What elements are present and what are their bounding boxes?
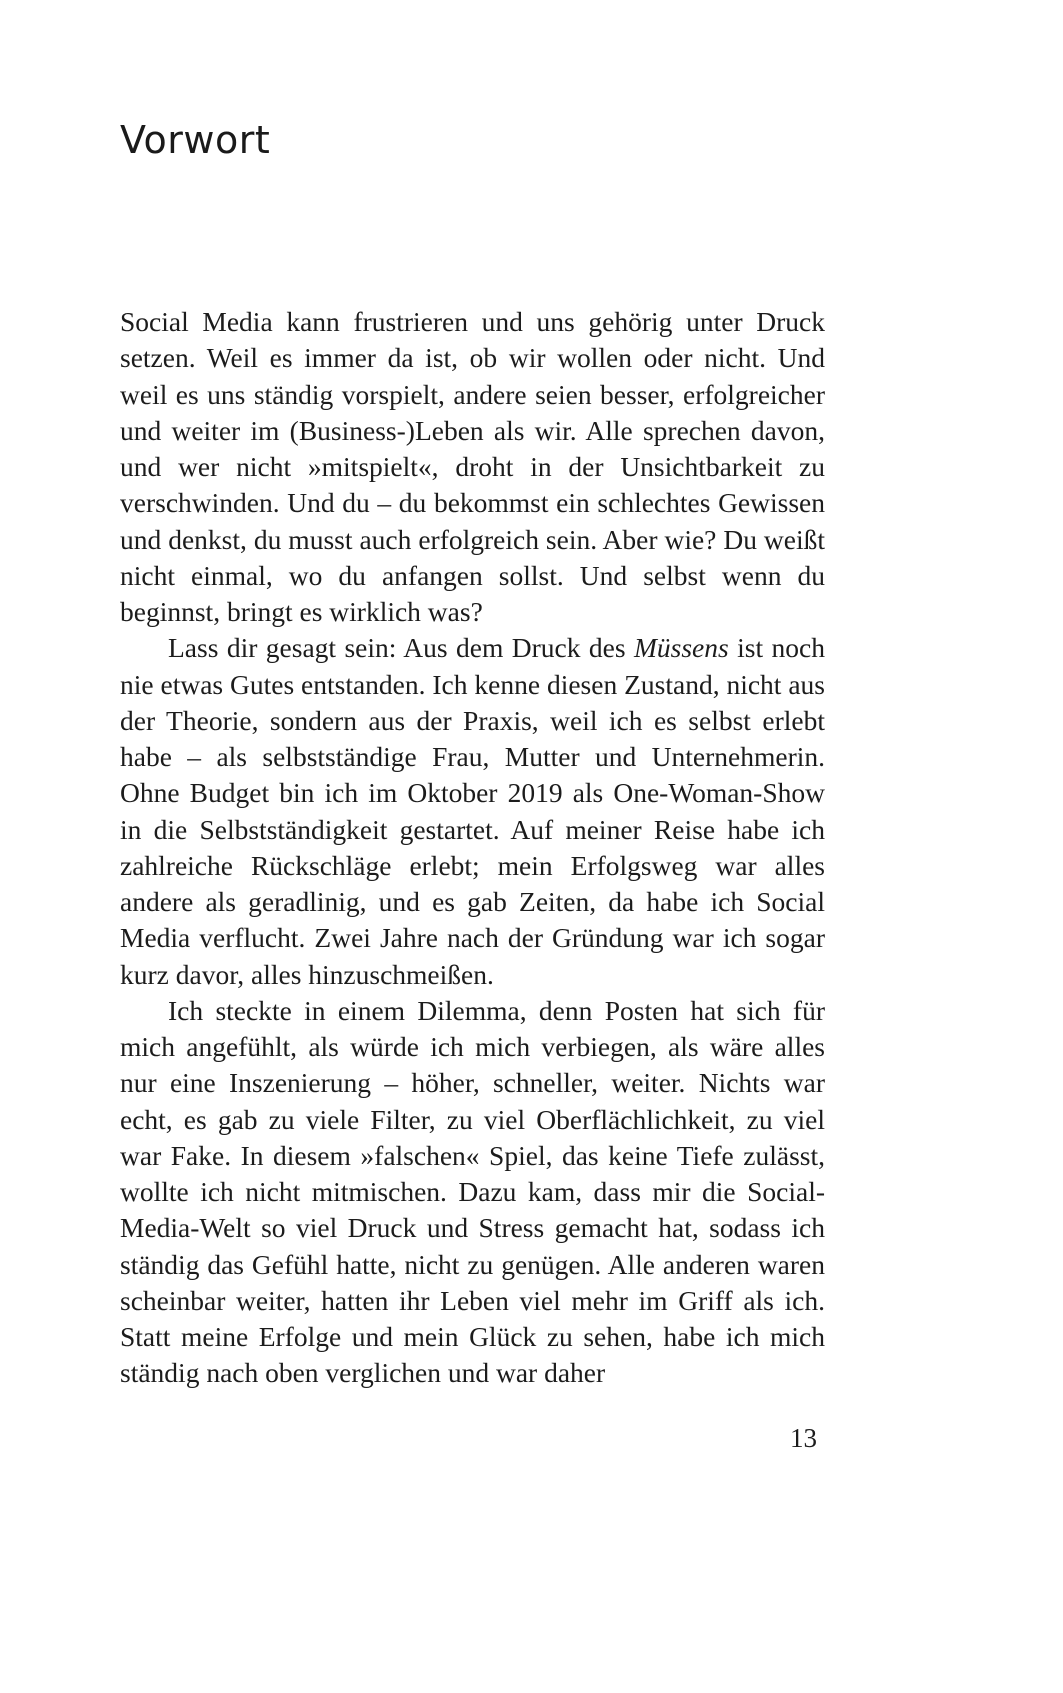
text-run: ist noch nie etwas Gutes entstanden. Ich kenne diesen Zustand, nicht aus der Theorie, sondern aus der Praxis, weil ich es selbst erlebt habe – als selbstständige Frau, Mutter und Unternehmerin. Ohne Budget bin ich im Oktober 2019 als One-Woman-Show in die Selbstständigkeit gestartet. Auf meiner Reise habe ich zahlreiche Rückschläge erlebt; mein Erfolgsweg war alles andere als geradlinig, und es gab Zeiten, da habe ich Social Media verflucht. Zwei Jahre nach der Gründung war ich sogar kurz davor, alles hinzuschmeißen. [120,632,825,990]
text-run: Ich steckte in einem Dilemma, denn Posten hat sich für mich angefühlt, als würde ich mich verbiegen, als wäre alles nur eine Inszenierung – höher, schneller, weiter. Nichts war echt, es gab zu viele Filter, zu viel Oberflächlichkeit, zu viel war Fake. In diesem »falschen« Spiel, das keine Tiefe zulässt, wollte ich nicht mitmischen. Dazu kam, dass mir die Social-Media-Welt so viel Druck und Stress gemacht hat, sodass ich ständig das Gefühl hatte, nicht zu genügen. Alle anderen waren scheinbar weiter, hatten ihr Leben viel mehr im Griff als ich. Statt meine Erfolge und mein Glück zu sehen, habe ich mich ständig nach oben verglichen und war daher [120,994,825,1389]
text-run: Social Media kann frustrieren und uns gehörig unter Druck setzen. Weil es immer da ist, ob wir wollen oder nicht. Und weil es uns ständig vorspielt, andere seien besser, erfolgreicher und weiter im (Business-)Leben als wir. Alle sprechen davon, und wer nicht »mitspielt«, droht in der Unsichtbarkeit zu verschwinden. Und du – du bekommst ein schlechtes Gewissen und denkst, du musst auch erfolgreich sein. Aber wie? Du weißt nicht einmal, wo du anfangen sollst. Und selbst wenn du beginnst, bringt es wirklich was? [120,306,825,627]
page-number: 13 [790,1423,817,1453]
emphasis-text: Müssens [633,632,729,664]
text-run: Lass dir gesagt sein: Aus dem Druck des [168,632,634,664]
chapter-title: Vorwort [120,118,271,162]
paragraph [120,630,825,993]
paragraph [120,993,825,1392]
paragraph [120,304,825,630]
body-text [120,304,825,1392]
